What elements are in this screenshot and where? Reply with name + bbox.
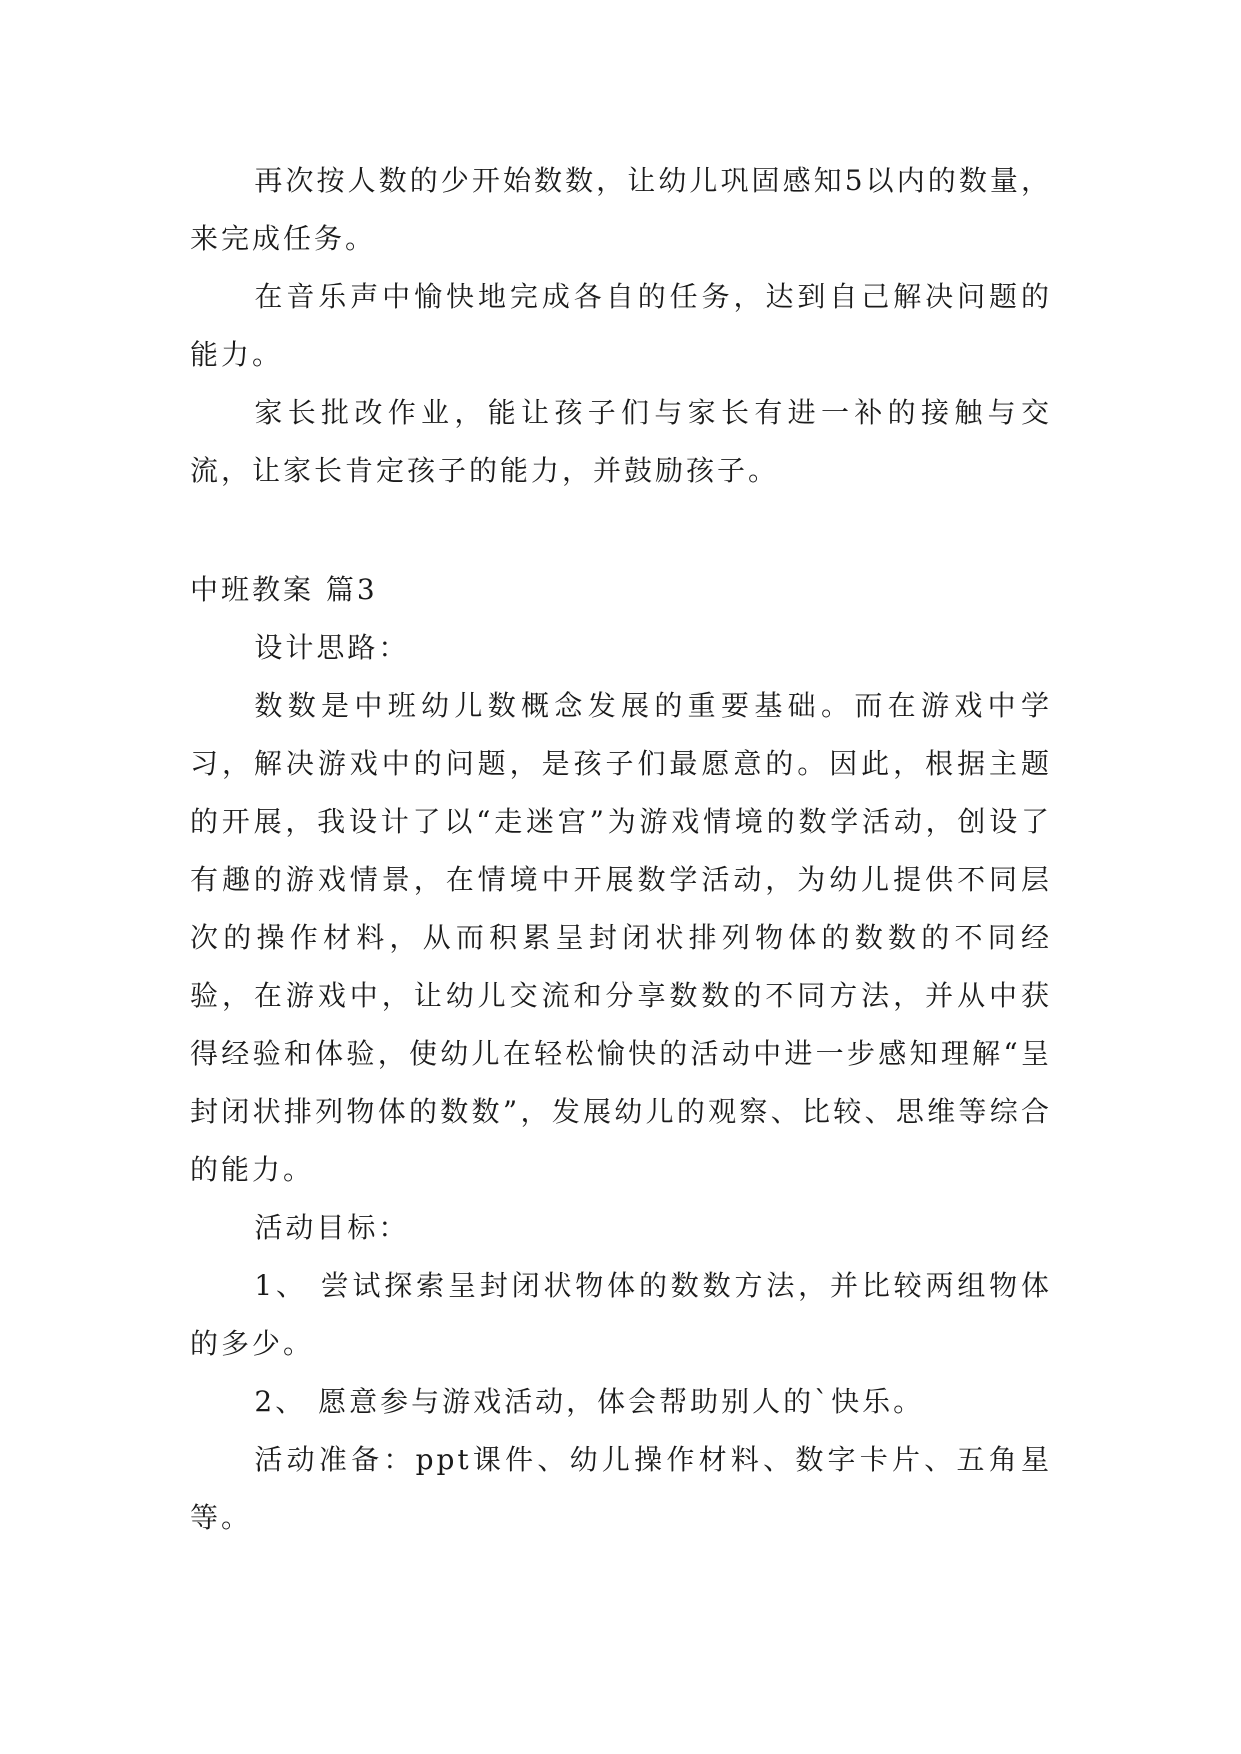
design-label: 设计思路： — [254, 631, 410, 664]
section-b — [190, 561, 1052, 1547]
paragraph-music-task: 在音乐声中愉快地完成各自的任务，达到自己解决问题的能力。 — [190, 280, 1052, 371]
paragraph-parent-review: 家长批改作业，能让孩子们与家长有进一补的接触与交流，让家长肯定孩子的能力，并鼓励孩子。 — [190, 396, 1052, 487]
goal-item-1: 1、 尝试探索呈封闭状物体的数数方法，并比较两组物体的多少。 — [190, 1269, 1052, 1360]
activity-preparation: 活动准备：ppt课件、幼儿操作材料、数字卡片、五角星等。 — [190, 1443, 1052, 1534]
goal-item-2: 2、 愿意参与游戏活动，体会帮助别人的`快乐。 — [254, 1385, 925, 1418]
design-text: 数数是中班幼儿数概念发展的重要基础。而在游戏中学习，解决游戏中的问题，是孩子们最愿意的。因此，根据主题的开展，我设计了以“走迷宫”为游戏情境的数学活动，创设了有趣的游戏情景，在情境中开展数学活动，为幼儿提供不同层次的操作材料，从而积累呈封闭状排列物体的数数的不同经验，在游戏中，让幼儿交流和分享数数的不同方法，并从中获得经验和体验，使幼儿在轻松愉快的活动中进一步感知理解“呈封闭状排列物体的数数”，发展幼儿的观察、比较、思维等综合的能力。 — [190, 689, 1052, 1186]
section-a — [190, 152, 1052, 500]
lesson-heading: 中班教案 篇3 — [190, 573, 378, 606]
paragraph-count-again: 再次按人数的少开始数数，让幼儿巩固感知5以内的数量，来完成任务。 — [190, 164, 1052, 255]
goals-label: 活动目标： — [254, 1211, 410, 1244]
